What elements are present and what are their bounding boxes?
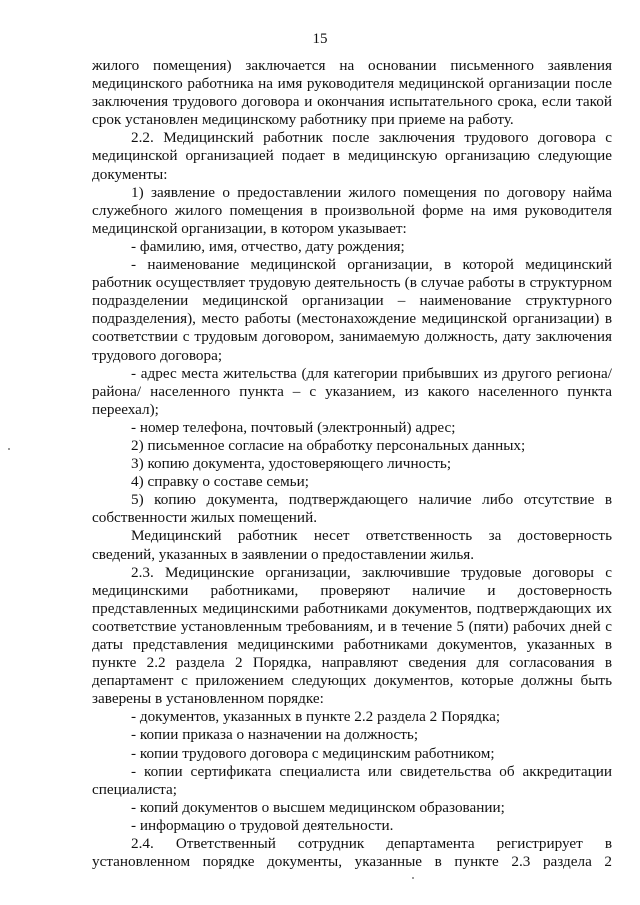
bullet-order-copy: - копии приказа о назначении на должность; [131, 726, 419, 744]
bullet-full-name: - фамилию, имя, отчество, дату рождения; [131, 237, 405, 255]
bullet-phone: - номер телефона, почтовый (электронный) адрес; [131, 418, 456, 436]
document-body [92, 57, 612, 871]
bullet-documents: - документов, указанных в пункте 2.2 раздела 2 Порядка; [131, 708, 501, 726]
paragraph-responsibility: Медицинский работник несет ответственность за достоверность сведений, указанных в заявлении о предоставлении жилья. [92, 527, 612, 563]
paragraph-2-2: 2.2. Медицинский работник после заключения трудового договора с медицинской организацией подает в медицинскую организацию следующие документы: [92, 129, 612, 183]
bullet-certificate-copy: - копии сертификата специалиста или свидетельства об аккредитации специалиста; [92, 762, 612, 798]
scan-speck [412, 877, 414, 879]
bullet-contract-copy: - копии трудового договора с медицинским работником; [131, 744, 495, 762]
paragraph-continuation: жилого помещения) заключается на основании письменного заявления медицинского работника на имя руководителя медицинской организации после заключения трудового договора и окончания испытательного срока, если такой срок установлен медицинскому работнику при приеме на работу. [92, 57, 612, 129]
bullet-address: - адрес места жительства (для категории прибывших из другого региона/ района/ населенного пункта – с указанием, из какого населенного пункта переехал); [92, 364, 612, 418]
list-item-4: 4) справку о составе семьи; [131, 473, 309, 491]
scan-speck [8, 448, 10, 450]
list-item-1: 1) заявление о предоставлении жилого помещения по договору найма служебного жилого помещения в произвольной форме на имя руководителя медицинской организации, в котором указывает: [92, 183, 612, 237]
bullet-organization: - наименование медицинской организации, в которой медицинский работник осуществляет трудовую деятельность (в случае работы в структурном подразделении медицинской организации – наименование структурного подразделения), место работы (местонахождение медицинской организации) в соответствии с трудовым договором, занимаемую должность, дату заключения трудового договора; [92, 256, 612, 364]
list-item-2: 2) письменное согласие на обработку персональных данных; [131, 436, 526, 454]
paragraph-2-4: 2.4. Ответственный сотрудник департамента регистрирует в установленном порядке документы, указанные в пункте 2.3 раздела 2 [92, 835, 612, 871]
bullet-education-copy: - копий документов о высшем медицинском образовании; [131, 798, 505, 816]
paragraph-2-3: 2.3. Медицинские организации, заключившие трудовые договоры с медицинскими работниками, проверяют наличие и достоверность представленных медицинскими работниками документов, подтверждающих их соответствие установленным требованиям, и в течение 5 (пяти) рабочих дней с даты представления медицинскими работниками документов, указанных в пункте 2.2 раздела 2 Порядка, направляют сведения для согласования в департамент с приложением следующих документов, которые должны быть заверены в установленном порядке: [92, 563, 612, 708]
list-item-3: 3) копию документа, удостоверяющего личность; [131, 455, 452, 473]
bullet-work-info: - информацию о трудовой деятельности. [131, 816, 394, 834]
page-number: 15 [312, 31, 328, 47]
list-item-5: 5) копию документа, подтверждающего наличие либо отсутствие в собственности жилых помещений. [92, 491, 612, 527]
